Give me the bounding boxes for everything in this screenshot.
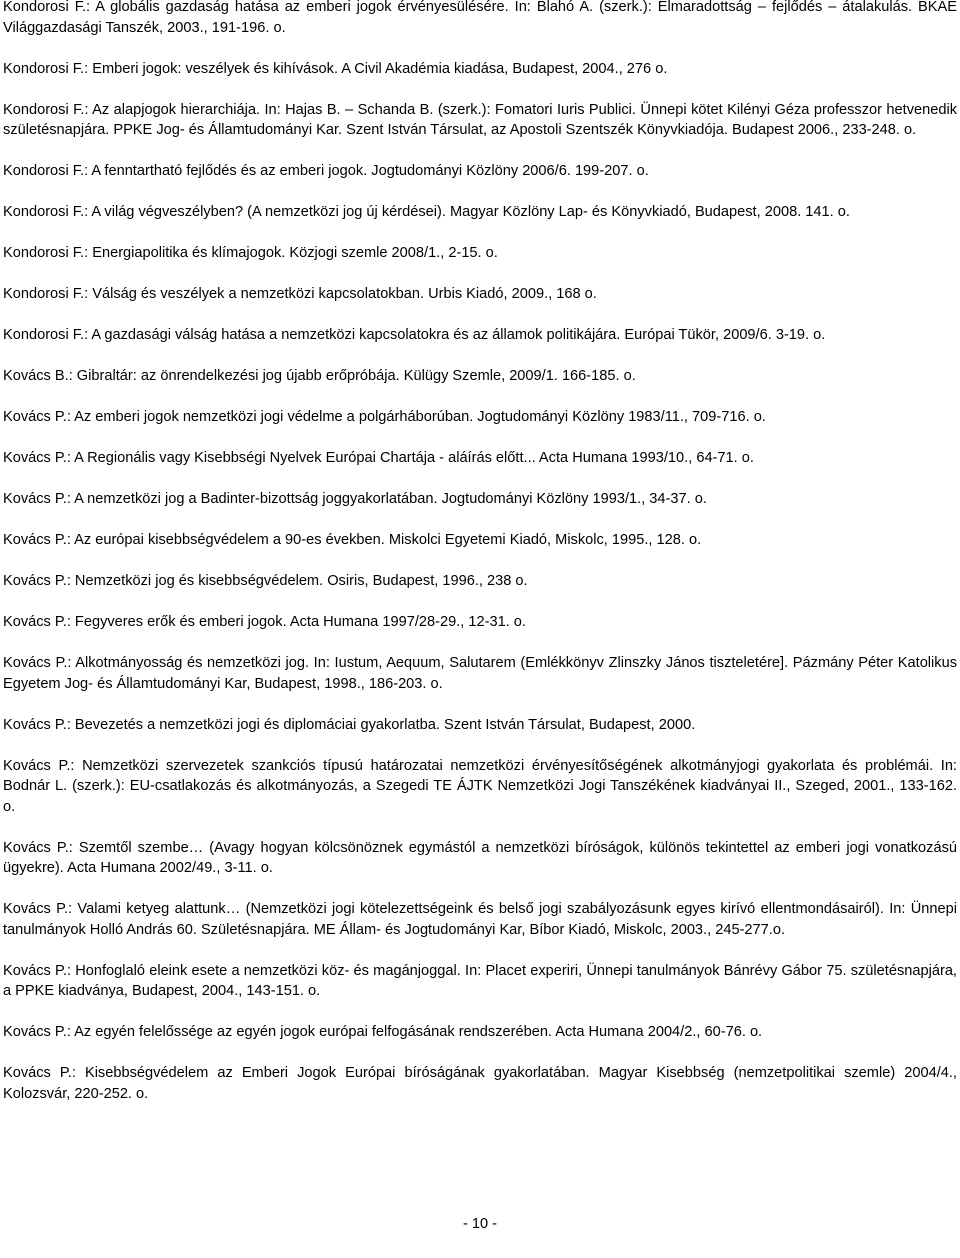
reference-entry: Kondorosi F.: A globális gazdaság hatása az emberi jogok érvényesülésére. In: Blahó A. (szerk.): Elmaradottság – fejlődés – átalakulás. BKÁE Világgazdasági Tanszék, 2003., 191-196. o. xyxy=(3,0,957,36)
reference-entry: Kondorosi F.: A világ végveszélyben? (A nemzetközi jog új kérdései). Magyar Közlöny Lap- és Könyvkiadó, Budapest, 2008. 141. o. xyxy=(3,204,850,220)
reference-entry: Kovács P.: Honfoglaló eleink esete a nemzetközi köz- és magánjoggal. In: Placet experiri, Ünnepi tanulmányok Bánrévy Gábor 75. születésnapjára, a PPKE kiadványa, Budapest, 2004., 143-151. o. xyxy=(3,962,957,999)
reference-entry: Kovács P.: Szemtől szembe… (Avagy hogyan kölcsönöznek egymástól a nemzetközi bíróságok, különös tekintettel az emberi jogi vonatkozású ügyekre). Acta Humana 2002/49., 3-11. o. xyxy=(3,839,957,876)
reference-entry: Kondorosi F.: Válság és veszélyek a nemzetközi kapcsolatokban. Urbis Kiadó, 2009., 168 o. xyxy=(3,286,597,302)
reference-entry: Kovács P.: Bevezetés a nemzetközi jogi és diplomáciai gyakorlatba. Szent István Társulat, Budapest, 2000. xyxy=(3,716,696,733)
reference-entry: Kondorosi F.: A fenntartható fejlődés és az emberi jogok. Jogtudományi Közlöny 2006/6. 199-207. o. xyxy=(3,163,649,179)
reference-entry: Kovács P.: Kisebbségvédelem az Emberi Jogok Európai bíróságának gyakorlatában. Magyar Kisebbség (nemzetpolitikai szemle) 2004/4., Kolozsvár, 220-252. o. xyxy=(3,1065,957,1102)
reference-entry: Kovács P.: Az egyén felelőssége az egyén jogok európai felfogásának rendszerében. Acta Humana 2004/2., 60-76. o. xyxy=(3,1024,763,1040)
bibliography-page xyxy=(3,0,957,1125)
reference-entry: Kovács P.: A nemzetközi jog a Badinter-bizottság joggyakorlatában. Jogtudományi Közlöny 1993/1., 34-37. o. xyxy=(3,491,707,507)
reference-entry: Kovács B.: Gibraltár: az önrendelkezési jog újabb erőpróbája. Külügy Szemle, 2009/1. 166-185. o. xyxy=(3,368,636,384)
reference-entry: Kovács P.: Alkotmányosság és nemzetközi jog. In: Iustum, Aequum, Salutarem (Emlékkönyv Zlinszky János tiszteletére]. Pázmány Péter Katolikus Egyetem Jog- és Államtudományi Kar, Budapest, 1998., 186-203. o. xyxy=(3,655,957,692)
reference-entry: Kovács P.: A Regionális vagy Kisebbségi Nyelvek Európai Chartája - aláírás előtt... Acta Humana 1993/10., 64-71. o. xyxy=(3,450,754,466)
reference-entry: Kovács P.: Nemzetközi jog és kisebbségvédelem. Osiris, Budapest, 1996., 238 o. xyxy=(3,573,528,589)
reference-entry: Kovács P.: Az európai kisebbségvédelem a 90-es években. Miskolci Egyetemi Kiadó, Miskolc, 1995., 128. o. xyxy=(3,532,702,548)
reference-entry: Kondorosi F.: Energiapolitika és klímajogok. Közjogi szemle 2008/1., 2-15. o. xyxy=(3,245,498,261)
reference-entry: Kondorosi F.: A gazdasági válság hatása a nemzetközi kapcsolatokra és az államok politikájára. Európai Tükör, 2009/6. 3-19. o. xyxy=(3,327,826,343)
reference-entry: Kovács P.: Fegyveres erők és emberi jogok. Acta Humana 1997/28-29., 12-31. o. xyxy=(3,614,526,630)
reference-entry: Kondorosi F.: Emberi jogok: veszélyek és kihívások. A Civil Akadémia kiadása, Budapest, 2004., 276 o. xyxy=(3,60,668,77)
reference-entry: Kovács P.: Valami ketyeg alattunk… (Nemzetközi jogi kötelezettségeink és belső jogi szabályozásunk egyes kirívó ellentmondásairól). In: Ünnepi tanulmányok Holló András 60. Születésnapjára. ME Állam- és Jogtudományi Kar, Bíbor Kiadó, Miskolc, 2003., 245-277.o. xyxy=(3,901,957,938)
reference-entry: Kovács P.: Az emberi jogok nemzetközi jogi védelme a polgárháborúban. Jogtudományi Közlöny 1983/11., 709-716. o. xyxy=(3,409,766,425)
reference-entry: Kovács P.: Nemzetközi szervezetek szankciós típusú határozatai nemzetközi érvényesítőségének alkotmányjogi gyakorlata és problémái. In: Bodnár L. (szerk.): EU-csatlakozás és alkotmányozás, a Szegedi TE ÁJTK Nemzetközi Jogi Tanszékének kiadványai II., Szeged, 2001., 133-162. o. xyxy=(3,757,957,815)
page-number: - 10 - xyxy=(462,1216,498,1232)
reference-entry: Kondorosi F.: Az alapjogok hierarchiája. In: Hajas B. – Schanda B. (szerk.): Fomatori Iuris Publici. Ünnepi kötet Kilényi Géza professzor hetvenedik születésnapjára. PPKE Jog- és Államtudományi Kar. Szent István Társulat, az Apostoli Szentszék Könyvkiadója. Budapest 2006., 233-248. o. xyxy=(3,101,957,138)
